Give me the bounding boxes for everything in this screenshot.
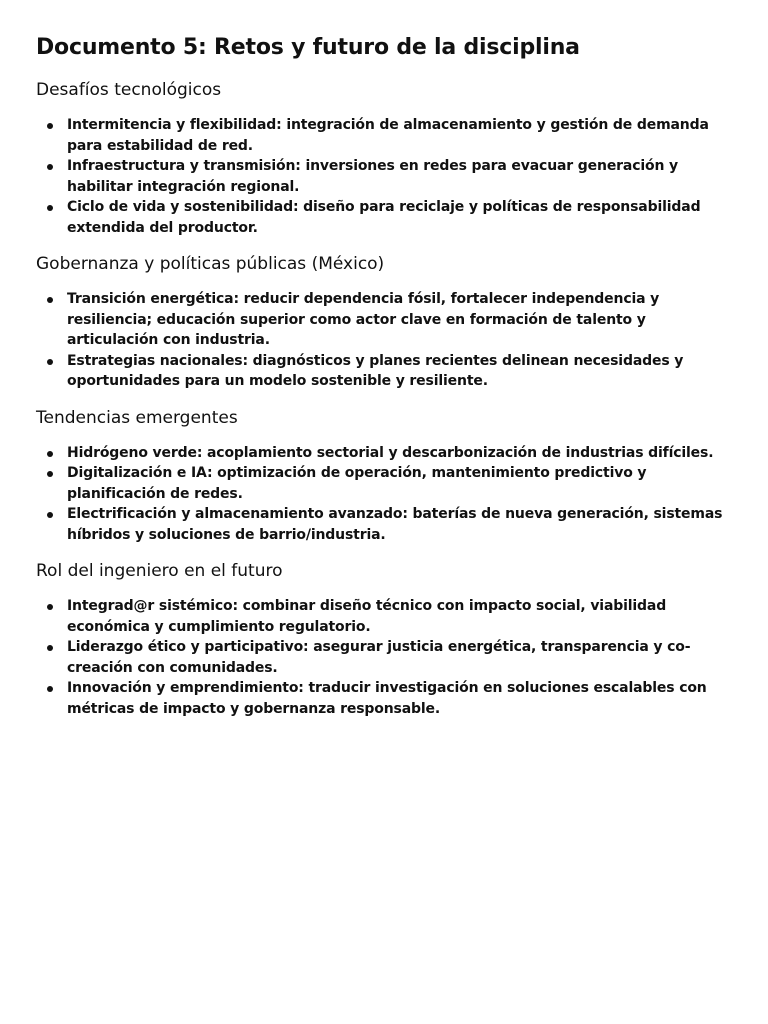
section-heading: Gobernanza y políticas públicas (México) <box>36 254 385 274</box>
list-item: Estrategias nacionales: diagnósticos y planes recientes delinean necesidades y oportunidades para un modelo sostenible y resiliente. <box>36 351 732 392</box>
list-item: Transición energética: reducir dependencia fósil, fortalecer independencia y resiliencia; educación superior como actor clave en formación de talento y articulación con industria. <box>36 289 732 351</box>
list-item: Hidrógeno verde: acoplamiento sectorial y descarbonización de industrias difíciles. <box>36 443 732 464</box>
list-item: Electrificación y almacenamiento avanzado: baterías de nueva generación, sistemas híbridos y soluciones de barrio/industria. <box>36 504 732 545</box>
bullet-list <box>36 289 732 392</box>
list-item: Intermitencia y flexibilidad: integración de almacenamiento y gestión de demanda para estabilidad de red. <box>36 115 732 156</box>
list-item: Liderazgo ético y participativo: asegurar justicia energética, transparencia y co-creación con comunidades. <box>36 637 732 678</box>
section-desafios-tecnologicos <box>36 79 732 238</box>
section-rol-ingeniero <box>36 560 732 719</box>
document-title: Documento 5: Retos y futuro de la disciplina <box>36 35 580 60</box>
section-heading: Desafíos tecnológicos <box>36 80 222 100</box>
section-gobernanza <box>36 253 732 392</box>
list-item: Integrad@r sistémico: combinar diseño técnico con impacto social, viabilidad económica y cumplimiento regulatorio. <box>36 596 732 637</box>
bullet-list <box>36 115 732 238</box>
list-item: Infraestructura y transmisión: inversiones en redes para evacuar generación y habilitar integración regional. <box>36 156 732 197</box>
section-heading: Tendencias emergentes <box>36 407 238 428</box>
section-heading: Rol del ingeniero en el futuro <box>36 561 283 581</box>
list-item: Digitalización e IA: optimización de operación, mantenimiento predictivo y planificación de redes. <box>36 463 732 504</box>
list-item: Ciclo de vida y sostenibilidad: diseño para reciclaje y políticas de responsabilidad extendida del productor. <box>36 197 732 238</box>
bullet-list <box>36 443 732 546</box>
list-item: Innovación y emprendimiento: traducir investigación en soluciones escalables con métricas de impacto y gobernanza responsable. <box>36 678 732 719</box>
bullet-list <box>36 596 732 719</box>
section-tendencias-emergentes <box>36 407 732 546</box>
